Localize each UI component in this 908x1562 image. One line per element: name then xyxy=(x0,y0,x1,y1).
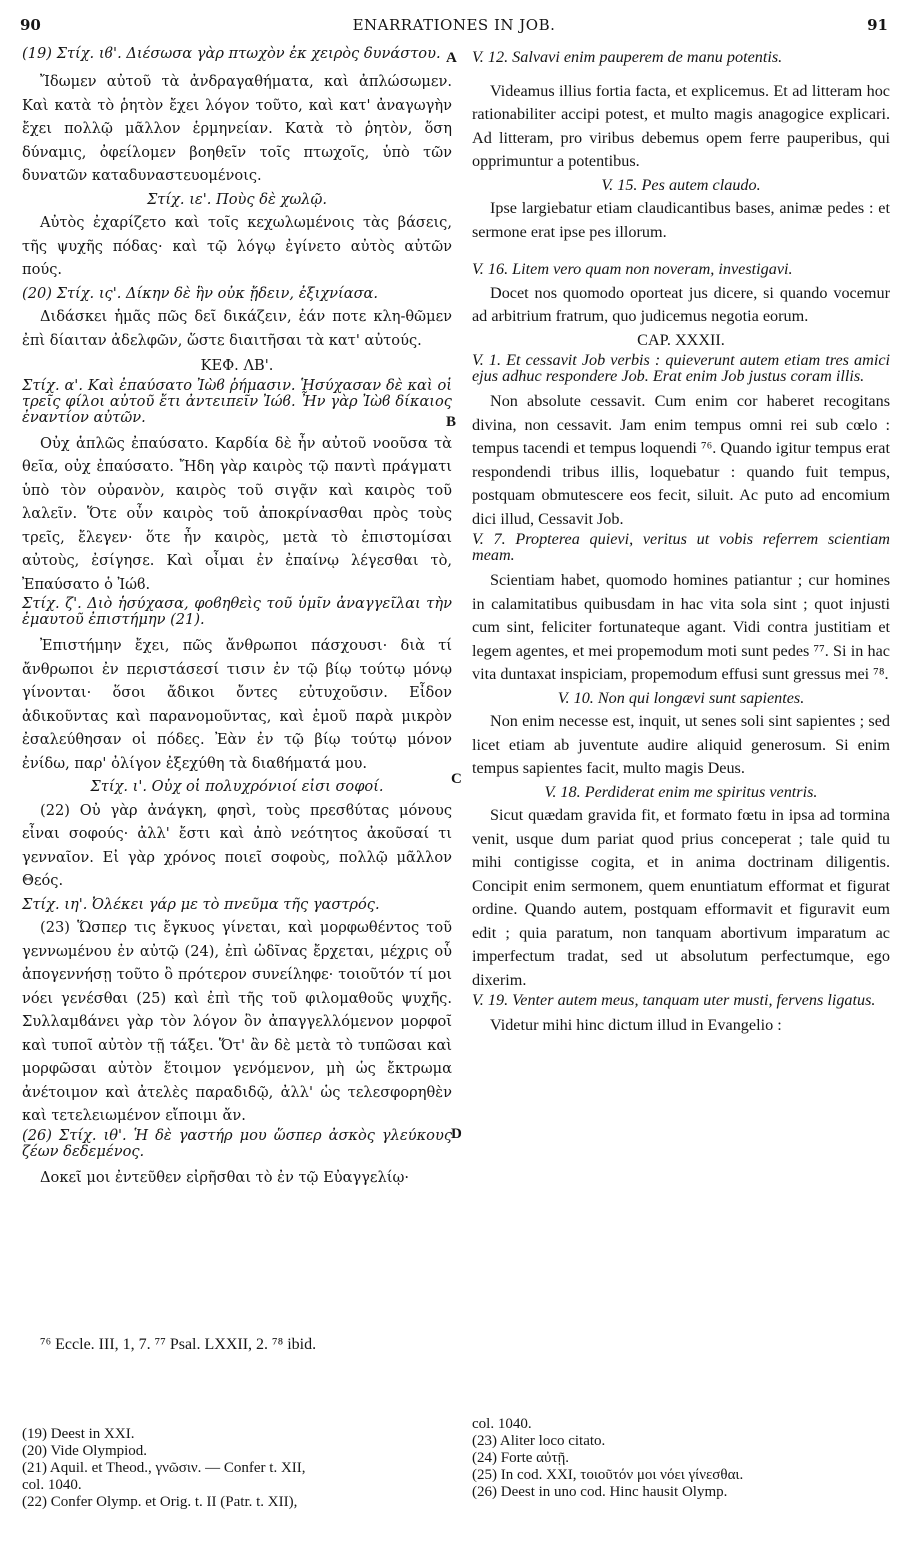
latin-paragraph: Non enim necesse est, inquit, ut senes soli sint sapientes ; sed licet etiam ab juventute audire aliquid generosum. Si enim tempus sapientes facit, multo magis Deus. xyxy=(472,712,890,777)
greek-verse-heading: Στίχ. ιη'. Ὀλέκει γάρ με τὸ πνεῦμα τῆς γαστρός. xyxy=(22,895,380,913)
latin-paragraph: Scientiam habet, quomodo homines patiantur ; cur homines in calamitatibus quibusdam in hac vita sola sint ; quot injusti cum sint, feliciter fortunateque agant. Vidi contra justitiam et legem agentes, et mei propemodum moti sunt pedes ⁷⁷. Si in hac vita duntaxat inspiciam, propemodum effusi sunt gressus mei ⁷⁸. xyxy=(472,571,890,683)
page-number-right: 91 xyxy=(867,16,888,34)
margin-letter-c: C xyxy=(451,771,462,787)
greek-verse-heading: (19) Στίχ. ιϐ'. Διέσωσα γὰρ πτωχὸν ἐκ χειρὸς δυνάστου. xyxy=(22,45,441,62)
latin-paragraph: Docet nos quomodo oporteat jus dicere, si quando vocemur ad arbitrium fratrum, quo judicemus negotia eorum. xyxy=(472,283,890,325)
footnote-line: (20) Vide Olympiod. xyxy=(22,1443,148,1459)
greek-verse-heading: (20) Στίχ. ις'. Δίκην δὲ ἣν οὐκ ᾔδειν, ἐξιχνίασα. xyxy=(22,284,379,302)
footnote-line: (26) Deest in uno cod. Hinc hausit Olymp. xyxy=(472,1484,728,1500)
latin-verse-heading: V. 1. Et cessavit Job verbis : quieverunt autem etiam tres amici ejus adhuc respondere Job. Erat enim Job justus coram illis. xyxy=(472,351,890,385)
footnote-line: (24) Forte αὐτῇ. xyxy=(472,1450,570,1466)
greek-paragraph: Ἴδωμεν αὐτοῦ τὰ ἀνδραγαθήματα, καὶ ἀπλώσωμεν. Καὶ κατὰ τὸ ῥητὸν ἔχει λόγον τοῦτο, καὶ κατ' ἀναγωγὴν ἔχει πολλῷ μᾶλλον ἑρμηνείαν. Κατὰ τὸ ῥητὸν, ὅση δύναμις, ὀφείλομεν βοηθεῖν τοῖς πτωχοῖς, ὑπὸ τῶν δυνατῶν καταδυναστευομένοις. xyxy=(22,73,452,184)
running-title: ENARRATIONES IN JOB. xyxy=(352,16,556,34)
latin-verse-heading: V. 15. Pes autem claudo. xyxy=(601,175,761,194)
latin-verse-heading: V. 19. Venter autem meus, tanquam uter musti, fervens ligatus. xyxy=(472,991,876,1009)
latin-verse-heading: V. 10. Non qui longævi sunt sapientes. xyxy=(557,688,805,707)
footnote-line: col. 1040. xyxy=(472,1416,532,1432)
greek-paragraph: Οὐχ ἁπλῶς ἐπαύσατο. Καρδία δὲ ἦν αὐτοῦ νοοῦσα τὰ θεῖα, οὐχ ἐπαύσατο. Ἤδη γὰρ καιρὸς τῷ παντὶ πράγματι ὑπὸ τὸν οὐρανὸν, καιρὸς τοῦ σιγᾷν καὶ καιρὸς τοῦ λαλεῖν. Ὅτε οὖν καιρὸς τοῦ ἀποκρίνασθαι πρὸς τοὺς τρεῖς, ἔλεγεν· ὅτε ἦν καιρὸς, μετὰ τὸ ἐπιστομίσαι αὐτοὺς, ἐσίγησε. Καὶ οἶμαι ἐν ἐπαίνῳ λέγεσθαι τὸ, Ἐπαύσατο ὁ Ἰώϐ. xyxy=(22,434,452,593)
latin-column xyxy=(472,46,890,1038)
latin-verse-heading: V. 12. Salvavi enim pauperem de manu potentis. xyxy=(472,48,783,66)
scripture-footnotes: ⁷⁶ Eccle. III, 1, 7. ⁷⁷ Psal. LXXII, 2. ⁷⁸ ibid. xyxy=(40,1336,317,1353)
footnote-line: (22) Confer Olymp. et Orig. t. II (Patr. t. XII), xyxy=(22,1494,298,1510)
greek-verse-heading: Στίχ. ι'. Οὐχ οἱ πολυχρόνιοί εἰσι σοφοί. xyxy=(90,778,384,795)
latin-verse-heading: V. 16. Litem vero quam non noveram, investigavi. xyxy=(472,260,793,278)
greek-paragraph: Διδάσκει ἡμᾶς πῶς δεῖ δικάζειν, ἐάν ποτε κλη-θῶμεν ἐπὶ δίαιταν ἀδελφῶν, ὥστε διαιτῆσαι τὰ κατ' αὐτούς. xyxy=(22,308,452,349)
greek-paragraph: Δοκεῖ μοι ἐντεῦθεν εἰρῆσθαι τὸ ἐν τῷ Εὐαγγελίῳ· xyxy=(40,1168,409,1186)
greek-verse-heading: Στίχ. ζ'. Διὸ ἡσύχασα, φοϐηθεὶς τοῦ ὑμῖν ἀναγγεῖλαι τὴν ἐμαυτοῦ ἐπιστήμην (21). xyxy=(22,595,452,628)
latin-paragraph: Ipse largiebatur etiam claudicantibus bases, animæ pedes : et sermone erat ipse pes illorum. xyxy=(472,199,890,241)
greek-column xyxy=(22,46,452,1189)
greek-paragraph: Αὐτὸς ἐχαρίζετο καὶ τοῖς κεχωλωμένοις τὰς βάσεις, τῆς ψυχῆς πόδας· καὶ τῷ λόγῳ ἐγίνετο αὐτὸς αὐτῶν πούς. xyxy=(22,214,452,278)
footnote-line: col. 1040. xyxy=(22,1477,82,1493)
running-header xyxy=(0,12,908,40)
footnote-line: (21) Aquil. et Theod., γνῶσιν. — Confer t. XII, xyxy=(22,1460,306,1476)
greek-paragraph: Ἐπιστήμην ἔχει, πῶς ἄνθρωποι πάσχουσι· διὰ τί ἄνθρωποι ἐν περιστάσεσί τισιν ἐν τῷ βίῳ τούτῳ μόνῳ γίνονται· ὅσοι ἄδικοι ὄντες εὐτυχοῦσιν. Εἶδον ἀδικοῦντας καὶ παρανομοῦντας, καὶ ἐμοῦ παρὰ μικρὸν ἐσαλεύθησαν οἱ πόδες. Ἐὰν ἐν τῷ βίῳ τούτῳ μόνον ἐνίδω, παρ' ὀλίγον ἐξεχύθη τὰ διαϐήματά μου. xyxy=(22,637,452,772)
latin-paragraph: Non absolute cessavit. Cum enim cor haberet recogitans divina, non cessavit. Jam enim tempus omni rei sub cœlo : tempus tacendi et tempus loquendi ⁷⁶. Quando igitur tempus erat respondendi tribus illis, loquebatur : quando fuit tempus, postquam obmutescere eos fecit, siluit. Ac puto ad encomium dici illud, Cessavit Job. xyxy=(472,392,890,528)
greek-verse-heading: Στίχ. α'. Καὶ ἐπαύσατο Ἰὼϐ ῥήμασιν. Ἡσύχασαν δὲ καὶ οἱ τρεῖς φίλοι αὐτοῦ ἔτι ἀντειπεῖν Ἰώϐ. Ἦν γὰρ Ἰὼϐ δίκαιος ἐναντίον αὐτῶν. xyxy=(22,376,452,426)
footnote-line: (19) Deest in XXI. xyxy=(22,1426,135,1442)
latin-verse-heading: V. 7. Propterea quievi, veritus ut vobis referrem scientiam meam. xyxy=(472,530,890,564)
latin-paragraph: Videamus illius fortia facta, et explicemus. Et ad litteram hoc rationabiliter accipi potest, et multo magis anagogice explicari. Ad litteram, pro viribus debemus opem ferre pauperibus, qui opprimuntur a potentibus. xyxy=(472,81,890,170)
margin-letter-b: B xyxy=(446,414,457,430)
greek-verse-heading: (26) Στίχ. ιθ'. Ἡ δὲ γαστήρ μου ὥσπερ ἀσκὸς γλεύκους ζέων δεδεμένος. xyxy=(22,1126,452,1160)
footnote-line: (23) Aliter loco citato. xyxy=(472,1433,606,1449)
latin-chapter-heading: CAP. XXXII. xyxy=(637,330,725,349)
greek-paragraph: (23) Ὥσπερ τις ἔγκυος γίνεται, καὶ μορφωθέντος τοῦ γεννωμένου ἐν αὐτῷ (24), ἐπὶ ὠδῖνας ἔρχεται, μέχρις οὗ ἀπογεννήσῃ τοῦτο ὃ πρότερον συνείληφε· τοιοῦτόν τί μοι νόει γενέσθαι (25) καὶ ἐπὶ τῆς τοῦ φιλομαθοῦς ψυχῆς. Συλλαμϐάνει γὰρ τὸν λόγον ὃν ἀπαγγελλόμενον μορφοῖ καὶ τυποῖ αὐτὸν τῇ τάξει. Ὅτ' ἂν δὲ μετὰ τὸ τυπῶσαι καὶ μορφῶσαι αὐτὸν ἕτοιμον γενόμενον, μὴ ὡς ἔκτρωμα ἀνέτοιμον καὶ ἀτελὲς παραδιδῷ, ἀλλ' ὡς τελεσφορηθὲν καὶ τετελειωμένον εἴποιμι ἄν. xyxy=(22,919,452,1124)
footnotes-right xyxy=(472,1416,890,1501)
margin-letter-a: A xyxy=(446,50,457,66)
footnote-line: (25) In cod. XXI, τοιοῦτόν μοι νόει γίνεσθαι. xyxy=(472,1467,744,1483)
greek-chapter-heading: ΚΕΦ. ΛΒ'. xyxy=(200,357,274,374)
latin-paragraph: Sicut quædam gravida fit, et formato fœtu in ipsa ad tormina venit, usque dum pariat quod prius conceperat ; tale quid tu mihi contigisse cogita, et in anima doctrinam diligentis. Concipit enim sermonem, quem enuntiatum efformat et figurat ordine. Quando autem, postquam efformavit et figuravit eum edit ; quia paratum, non tanquam abortivum imparatum ac imperfectum tradat, sed ut absolutum perfectumque, ego dixerim. xyxy=(472,806,890,989)
latin-verse-heading: V. 18. Perdiderat enim me spiritus ventris. xyxy=(544,782,818,801)
greek-paragraph: (22) Οὐ γὰρ ἀνάγκη, φησὶ, τοὺς πρεσϐύτας μόνους εἶναι σοφούς· ἀλλ' ἔστι καὶ ἀπὸ νεότητος ἀκοῦσαί τι γενναῖον. Εἰ γὰρ χρόνος ποιεῖ σοφοὺς, πολλῷ μᾶλλον Θεός. xyxy=(22,801,452,889)
latin-paragraph: Videtur mihi hinc dictum illud in Evangelio : xyxy=(490,1016,782,1034)
greek-verse-heading: Στίχ. ιε'. Ποὺς δὲ χωλῷ. xyxy=(146,190,328,208)
margin-letter-d: D xyxy=(451,1126,462,1142)
page-number-left: 90 xyxy=(20,16,41,34)
footnotes-left xyxy=(22,1426,452,1511)
